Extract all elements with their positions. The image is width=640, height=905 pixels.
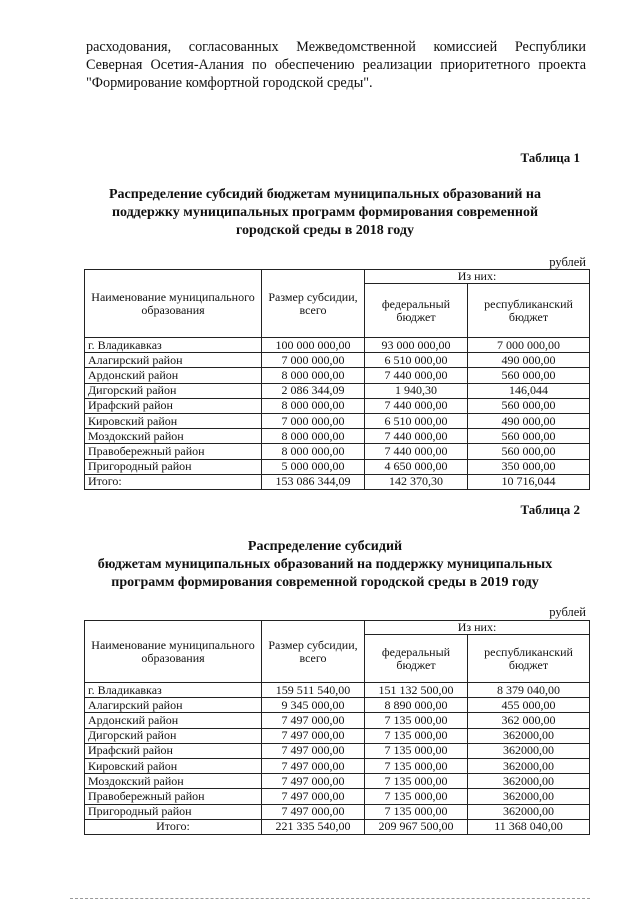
table1-title xyxy=(60,186,590,240)
cell-federal: 151 132 500,00 xyxy=(365,683,468,698)
table2-label: Таблица 2 xyxy=(520,502,580,517)
table-row xyxy=(85,743,590,758)
table-total-row xyxy=(85,474,590,489)
table1-label: Таблица 1 xyxy=(520,150,580,165)
table2-header-republic: республиканский бюджет xyxy=(468,635,590,683)
table1-title-line: поддержку муниципальных программ формирования современной xyxy=(111,205,539,220)
cell-republic: 350 000,00 xyxy=(468,459,590,474)
cell-total: 8 000 000,00 xyxy=(262,398,365,413)
table1-header-of-them: Из них: xyxy=(365,270,590,284)
cell-name: г. Владикавказ xyxy=(85,338,262,353)
cell-name: Дигорский район xyxy=(85,728,262,743)
table1-header-republic: республиканский бюджет xyxy=(468,284,590,338)
cell-republic: 490 000,00 xyxy=(468,413,590,428)
cell-republic: 490 000,00 xyxy=(468,353,590,368)
cell-total: 7 497 000,00 xyxy=(262,789,365,804)
total-name: Итого: xyxy=(85,819,262,834)
cell-total: 9 345 000,00 xyxy=(262,698,365,713)
cell-name: г. Владикавказ xyxy=(85,683,262,698)
table1-header-federal: федеральный бюджет xyxy=(365,284,468,338)
cell-name: Кировский район xyxy=(85,758,262,773)
cell-total: 5 000 000,00 xyxy=(262,459,365,474)
table-total-row xyxy=(85,819,590,834)
table-row xyxy=(85,804,590,819)
intro-paragraph xyxy=(86,38,586,92)
table-row xyxy=(85,444,590,459)
cell-republic: 362 000,00 xyxy=(468,713,590,728)
total-name: Итого: xyxy=(85,474,262,489)
table1-title-line: городской среды в 2018 году xyxy=(236,223,414,238)
cell-republic: 560 000,00 xyxy=(468,398,590,413)
cell-total: 7 497 000,00 xyxy=(262,743,365,758)
total-total: 153 086 344,09 xyxy=(262,474,365,489)
cell-total: 159 511 540,00 xyxy=(262,683,365,698)
table-row xyxy=(85,728,590,743)
cell-name: Правобережный район xyxy=(85,444,262,459)
table-row xyxy=(85,429,590,444)
cell-name: Моздокский район xyxy=(85,429,262,444)
table2-title-line: программ формирования современной городской среды в 2019 году xyxy=(111,575,539,590)
cell-republic: 362000,00 xyxy=(468,758,590,773)
cell-federal: 1 940,30 xyxy=(365,383,468,398)
cell-total: 8 000 000,00 xyxy=(262,429,365,444)
cell-total: 2 086 344,09 xyxy=(262,383,365,398)
cell-republic: 8 379 040,00 xyxy=(468,683,590,698)
table-row xyxy=(85,383,590,398)
cell-federal: 8 890 000,00 xyxy=(365,698,468,713)
cell-name: Ардонский район xyxy=(85,368,262,383)
table2-title xyxy=(60,538,590,592)
table2-title-line: Распределение субсидий xyxy=(247,539,403,554)
cell-republic: 560 000,00 xyxy=(468,368,590,383)
cell-republic: 146,044 xyxy=(468,383,590,398)
cell-name: Кировский район xyxy=(85,413,262,428)
table-row xyxy=(85,353,590,368)
table-row xyxy=(85,368,590,383)
table-row xyxy=(85,459,590,474)
cell-name: Ирафский район xyxy=(85,743,262,758)
table2-units: рублей xyxy=(549,605,586,619)
cell-republic: 362000,00 xyxy=(468,774,590,789)
intro-line: "Формирование комфортной городской среды". xyxy=(86,75,373,91)
cell-total: 7 000 000,00 xyxy=(262,413,365,428)
total-federal: 142 370,30 xyxy=(365,474,468,489)
table-row xyxy=(85,698,590,713)
total-total: 221 335 540,00 xyxy=(262,819,365,834)
table2-header-size: Размер субсидии, всего xyxy=(262,621,365,683)
table-row xyxy=(85,713,590,728)
table2-title-line: бюджетам муниципальных образований на поддержку муниципальных xyxy=(97,557,553,572)
table2-header-of-them: Из них: xyxy=(365,621,590,635)
cell-name: Правобережный район xyxy=(85,789,262,804)
cell-federal: 7 135 000,00 xyxy=(365,713,468,728)
cell-total: 8 000 000,00 xyxy=(262,444,365,459)
table-row xyxy=(85,338,590,353)
cell-federal: 93 000 000,00 xyxy=(365,338,468,353)
cell-name: Моздокский район xyxy=(85,774,262,789)
cell-republic: 455 000,00 xyxy=(468,698,590,713)
cell-republic: 7 000 000,00 xyxy=(468,338,590,353)
cell-total: 7 497 000,00 xyxy=(262,774,365,789)
cell-federal: 7 440 000,00 xyxy=(365,429,468,444)
cell-name: Ардонский район xyxy=(85,713,262,728)
table-row xyxy=(85,774,590,789)
cell-total: 7 000 000,00 xyxy=(262,353,365,368)
table1-header-size: Размер субсидии, всего xyxy=(262,270,365,338)
cell-republic: 362000,00 xyxy=(468,789,590,804)
cell-republic: 560 000,00 xyxy=(468,444,590,459)
cell-name: Дигорский район xyxy=(85,383,262,398)
cell-republic: 560 000,00 xyxy=(468,429,590,444)
table1-title-line: Распределение субсидий бюджетам муниципальных образований на xyxy=(109,187,541,202)
cell-total: 7 497 000,00 xyxy=(262,728,365,743)
cell-republic: 362000,00 xyxy=(468,743,590,758)
cell-total: 100 000 000,00 xyxy=(262,338,365,353)
cell-republic: 362000,00 xyxy=(468,728,590,743)
footer-divider xyxy=(70,898,590,899)
intro-line: расходования, согласованных Межведомственной комиссией Республики xyxy=(86,39,586,55)
table2 xyxy=(84,620,590,835)
intro-line: Северная Осетия-Алания по обеспечению реализации приоритетного проекта xyxy=(86,57,586,73)
cell-total: 7 497 000,00 xyxy=(262,758,365,773)
total-republic: 10 716,044 xyxy=(468,474,590,489)
cell-name: Пригородный район xyxy=(85,804,262,819)
table1 xyxy=(84,269,590,490)
cell-federal: 7 135 000,00 xyxy=(365,774,468,789)
table2-header-federal: федеральный бюджет xyxy=(365,635,468,683)
cell-total: 7 497 000,00 xyxy=(262,804,365,819)
table1-units: рублей xyxy=(549,255,586,269)
cell-name: Алагирский район xyxy=(85,353,262,368)
total-republic: 11 368 040,00 xyxy=(468,819,590,834)
cell-name: Пригородный район xyxy=(85,459,262,474)
cell-name: Алагирский район xyxy=(85,698,262,713)
cell-federal: 7 135 000,00 xyxy=(365,728,468,743)
cell-total: 8 000 000,00 xyxy=(262,368,365,383)
total-federal: 209 967 500,00 xyxy=(365,819,468,834)
cell-total: 7 497 000,00 xyxy=(262,713,365,728)
cell-federal: 7 135 000,00 xyxy=(365,804,468,819)
table-row xyxy=(85,683,590,698)
cell-federal: 7 135 000,00 xyxy=(365,789,468,804)
table1-header-name: Наименование муниципального образования xyxy=(85,270,262,338)
cell-federal: 6 510 000,00 xyxy=(365,353,468,368)
cell-federal: 7 440 000,00 xyxy=(365,368,468,383)
table2-header-name: Наименование муниципального образования xyxy=(85,621,262,683)
cell-federal: 7 135 000,00 xyxy=(365,743,468,758)
cell-name: Ирафский район xyxy=(85,398,262,413)
cell-republic: 362000,00 xyxy=(468,804,590,819)
cell-federal: 6 510 000,00 xyxy=(365,413,468,428)
table-row xyxy=(85,413,590,428)
table-row xyxy=(85,758,590,773)
cell-federal: 4 650 000,00 xyxy=(365,459,468,474)
cell-federal: 7 440 000,00 xyxy=(365,444,468,459)
cell-federal: 7 440 000,00 xyxy=(365,398,468,413)
cell-federal: 7 135 000,00 xyxy=(365,758,468,773)
table-row xyxy=(85,789,590,804)
table-row xyxy=(85,398,590,413)
